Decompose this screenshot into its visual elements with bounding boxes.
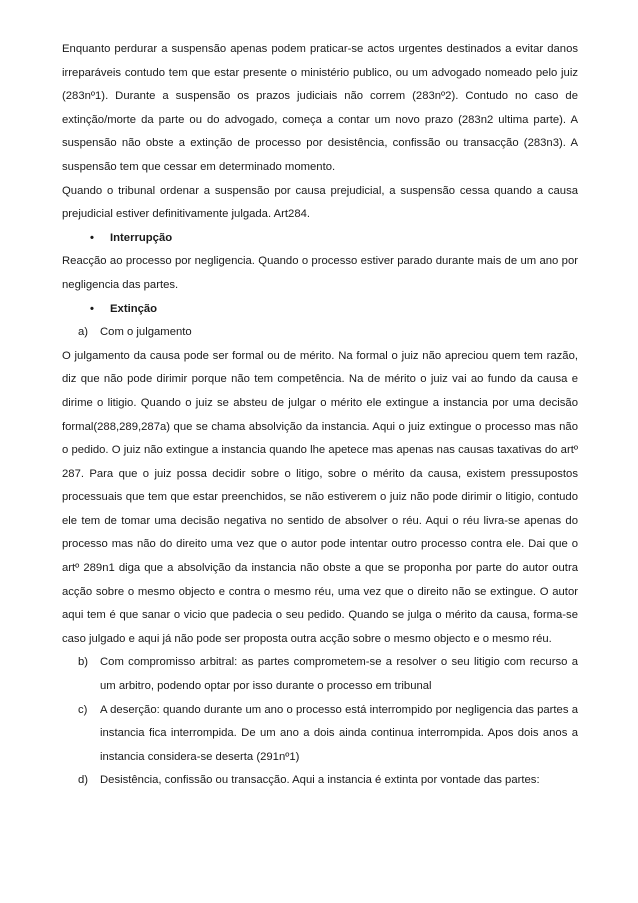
list-item-label: b) xyxy=(78,656,89,669)
paragraph-interrupcao: Reacção ao processo por negligencia. Quando o processo estiver parado durante mais de um ano por negligencia das partes. xyxy=(62,255,578,291)
list-item-text: Desistência, confissão ou transacção. Aqui a instancia é extinta por vontade das partes: xyxy=(100,774,540,787)
heading-interrupcao xyxy=(90,227,578,251)
heading-interrupcao-text: Interrupção xyxy=(110,231,173,244)
paragraph-causa-prejudicial: Quando o tribunal ordenar a suspensão por causa prejudicial, a suspensão cessa quando a causa prejudicial estiver definitivamente julgada. Art284. xyxy=(62,184,578,221)
list-item-a xyxy=(78,321,578,345)
list-item-label: c) xyxy=(78,703,88,716)
list-item-text: Com o julgamento xyxy=(100,326,192,339)
list-item-b xyxy=(78,651,578,698)
list-item-d xyxy=(78,769,578,793)
paragraph-suspensao: Enquanto perdurar a suspensão apenas podem praticar-se actos urgentes destinados a evitar danos irreparáveis contudo tem que estar presente o ministério publico, ou um advogado nomeado pelo juiz (283nº1). Durante a suspensão os prazos judiciais não correm (283nº2). Contudo no caso de extinção/morte da parte ou do advogado, começa a contar um novo prazo (283n2 ultima parte). A suspensão não obste a extinção de processo por desistência, confissão ou transacção (283n3). A suspensão tem que cessar em determinado momento. xyxy=(62,43,578,173)
heading-extincao xyxy=(90,298,578,322)
paragraph-julgamento: O julgamento da causa pode ser formal ou de mérito. Na formal o juiz não apreciou quem tem razão, diz que não pode dirimir porque não tem competência. Na de mérito o juiz vai ao fundo da causa e dirime o litigio. Quando o juiz se absteu de julgar o mérito ele extingue a instancia por uma decisão formal(288,289,287a) que se chama absolvição da instancia. Aqui o juiz extingue o processo mas não o pedido. O juiz não extingue a instancia quando lhe apetece mas apenas nas causas taxativas do artº 287. Para que o juiz possa decidir sobre o litigo, sobre o mérito da causa, existem pressupostos processuais que tem que estar preenchidos, se não estiverem o juiz não pode dirimir o litigio, contudo ele tem de tomar uma decisão negativa no sentido de absolver o réu. Aqui o réu livra-se apenas do processo mas não do direito uma vez que o autor pode intentar outro processo contra ele. Dai que o artº 289n1 diga que a absolvição da instancia não obste a que se proponha por parte do autor outra acção sobre o mesmo objecto e contra o mesmo réu, uma vez que o direito não se extingue. O autor aqui tem é que sanar o vicio que padecia o seu pedido. Quando se julga o mérito da causa, forma-se caso julgado e aqui já não pode ser proposta outra acção sobre o mesmo objecto e o mesmo réu. xyxy=(62,349,578,645)
list-item-label: d) xyxy=(78,774,89,787)
list-item-label: a) xyxy=(78,326,89,339)
list-item-text: A deserção: quando durante um ano o processo está interrompido por negligencia das partes a instancia fica interrompida. De um ano a dois ainda continua interrompida. Apos dois anos a instancia considera-se deserta (291nº1) xyxy=(100,703,578,763)
list-item-text: Com compromisso arbitral: as partes comprometem-se a resolver o seu litigio com recurso a um arbitro, podendo optar por isso durante o processo em tribunal xyxy=(100,656,578,693)
list-item-c xyxy=(78,699,578,770)
bullet-glyph: • xyxy=(90,302,94,315)
bullet-glyph: • xyxy=(90,231,94,244)
heading-extincao-text: Extinção xyxy=(110,302,158,315)
document-page xyxy=(62,38,578,793)
